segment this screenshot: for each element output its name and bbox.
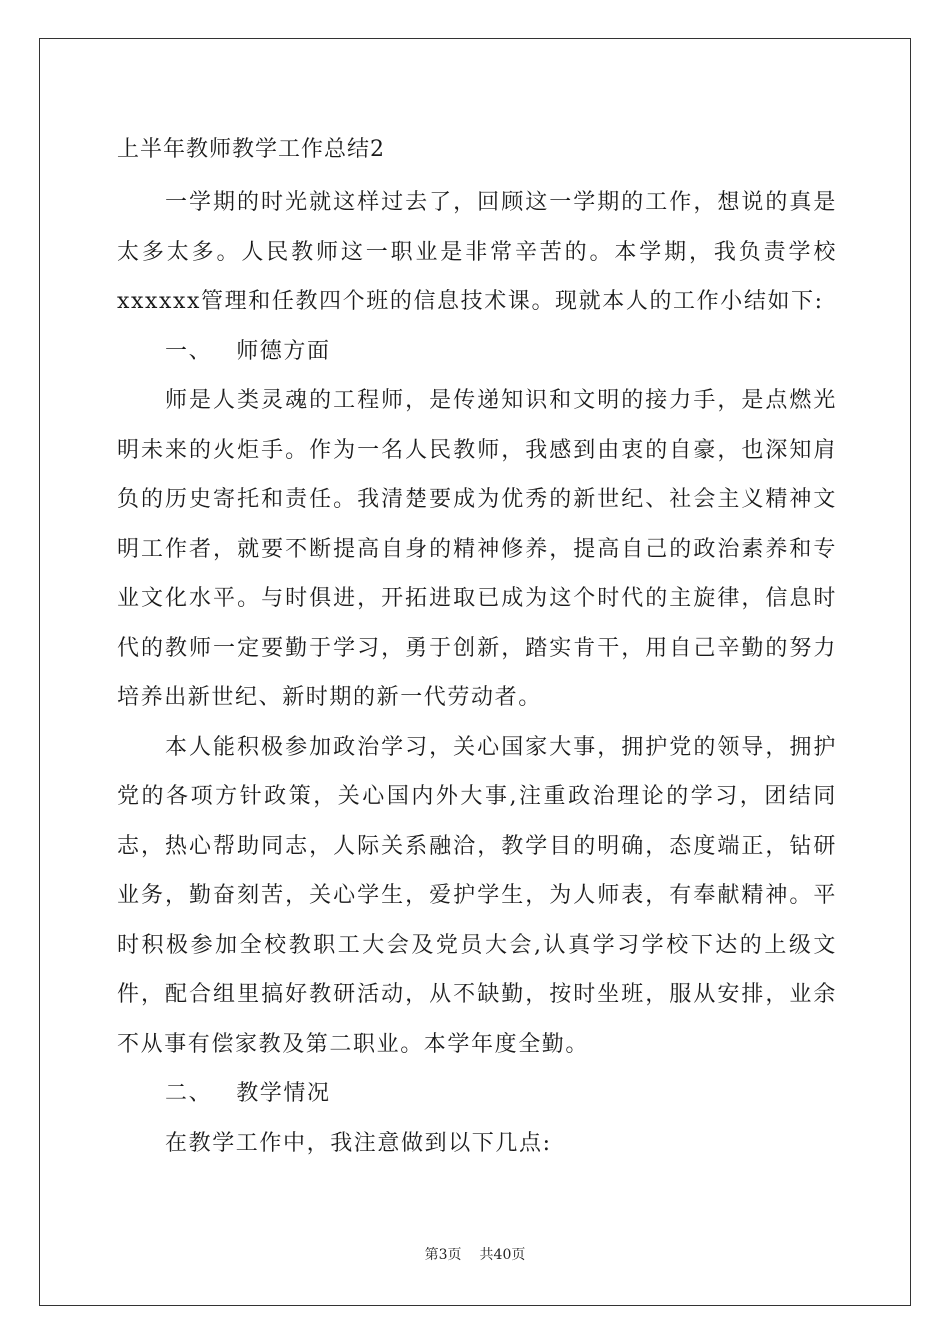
section-number: 一、	[165, 338, 213, 364]
document-title: 上半年教师教学工作总结2	[117, 137, 385, 162]
section-number: 二、	[165, 1081, 213, 1106]
document-body	[117, 130, 837, 1168]
page-footer	[0, 1244, 950, 1264]
page-total: 共40页	[479, 1247, 526, 1263]
paragraph-ethics-2: 本人能积极参加政治学习，关心国家大事，拥护党的领导，拥护党的各项方针政策，关心国内外大事,注重政治理论的学习，团结同志，热心帮助同志，人际关系融洽，教学目的明确，态度端正，钻研业务，勤奋刻苦，关心学生，爱护学生，为人师表，有奉献精神。平时积极参加全校教职工大会及党员大会,认真学习学校下达的上级文件，配合组里搞好教研活动，从不缺勤，按时坐班，服从安排，业余不从事有偿家教及第二职业。本学年度全勤。	[117, 734, 837, 1057]
paragraph-teaching: 在教学工作中，我注意做到以下几点:	[165, 1130, 552, 1156]
paragraph-ethics-1: 师是人类灵魂的工程师，是传递知识和文明的接力手，是点燃光明未来的火炬手。作为一名人民教师，我感到由衷的自豪，也深知肩负的历史寄托和责任。我清楚要成为优秀的新世纪、社会主义精神文明工作者，就要不断提高自身的精神修养，提高自己的政治素养和专业文化水平。与时俱进，开拓进取已成为这个时代的主旋律，信息时代的教师一定要勤于学习，勇于创新，踏实肯干，用自己辛勤的努力培养出新世纪、新时期的新一代劳动者。	[117, 388, 837, 710]
section-title: 师德方面	[236, 338, 331, 364]
section-title: 教学情况	[236, 1081, 331, 1106]
section-heading-1	[117, 327, 837, 377]
page-number: 第3页	[424, 1247, 462, 1263]
section-heading-2	[117, 1069, 837, 1119]
paragraph-intro: 一学期的时光就这样过去了，回顾这一学期的工作，想说的真是太多太多。人民教师这一职业是非常辛苦的。本学期，我负责学校xxxxxx管理和任教四个班的信息技术课。现就本人的工作小结如下:	[117, 190, 837, 314]
